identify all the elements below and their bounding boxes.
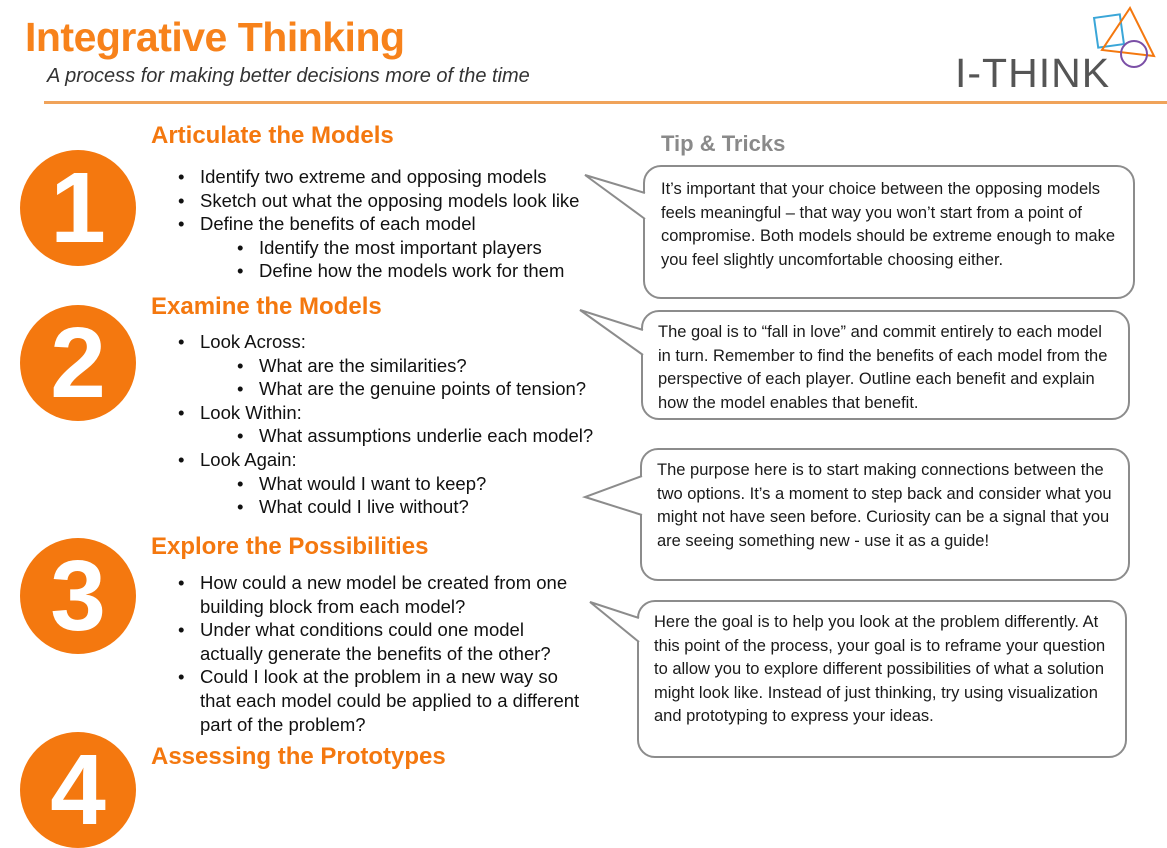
step-1-number: 1 [20,150,136,266]
step-3-title: Explore the Possibilities [151,533,429,560]
list-item-line: that each model could be applied to a different [200,689,580,711]
tip-text: Here the goal is to help you look at the problem differently. At this point of the process, your goal is to reframe your question to allow you to explore different possibilities of what a solution might look like. Instead of just thinking, try using visualization and prototyping to express your ideas. [654,613,1106,726]
bubble-tail-1 [585,175,645,219]
tip-text: The goal is to “fall in love” and commit entirely to each model in turn. Remember to find the benefits of each model from the perspective of each player. Outline each benefit and explain how the model enables that benefit. [658,323,1108,412]
list-item: • What assumptions underlie each model? [174,424,593,448]
step-3-number: 3 [20,538,136,654]
list-item: • Define the benefits of each model [174,212,579,236]
step-1-title: Articulate the Models [151,122,394,149]
step-2-title: Examine the Models [151,293,382,320]
page-title: Integrative Thinking [25,14,405,60]
list-item: • What are the genuine points of tension? [174,377,593,401]
list-item: • Sketch out what the opposing models look like [174,189,579,213]
list-item: • What could I live without? [174,495,593,519]
bubble-tail-4 [590,602,639,642]
list-item: • What are the similarities? [174,354,593,378]
list-item-line: building block from each model? [200,595,466,617]
step-4-title: Assessing the Prototypes [151,743,446,770]
tips-heading: Tip & Tricks [661,131,786,156]
step-2-number: 2 [20,305,136,421]
list-item-line: part of the problem? [200,713,366,735]
list-item: • Identify two extreme and opposing models [174,165,579,189]
tip-text: It’s important that your choice between the opposing models feels meaningful – that way you won’t start from a point of compromise. Both models should be extreme enough to make you feel slightly uncomfortable choosing either. [661,180,1115,269]
list-item: • Look Within: [174,401,593,425]
list-item: • Define how the models work for them [174,259,579,283]
page-subtitle: A process for making better decisions more of the time [47,65,530,87]
list-item: • Look Again: [174,448,593,472]
list-item: • Identify the most important players [174,236,579,260]
list-item-line: actually generate the benefits of the other? [200,642,551,664]
bubble-tail-3 [585,476,642,515]
bubble-tail-2 [580,310,643,355]
list-item-line: How could a new model be created from one [200,572,568,593]
list-item-line: Could I look at the problem in a new way so [200,666,558,688]
step-4-number: 4 [20,732,136,848]
list-item: • What would I want to keep? [174,472,593,496]
list-item: • Look Across: [174,330,593,354]
tip-text: The purpose here is to start making connections between the two options. It’s a moment to step back and consider what you might not have seen before. Curiosity can be a signal that you are seeing something new - use it as a guide! [657,461,1112,550]
list-item-line: Under what conditions could one model [200,619,524,641]
logo-text: I-THINK [955,50,1111,96]
